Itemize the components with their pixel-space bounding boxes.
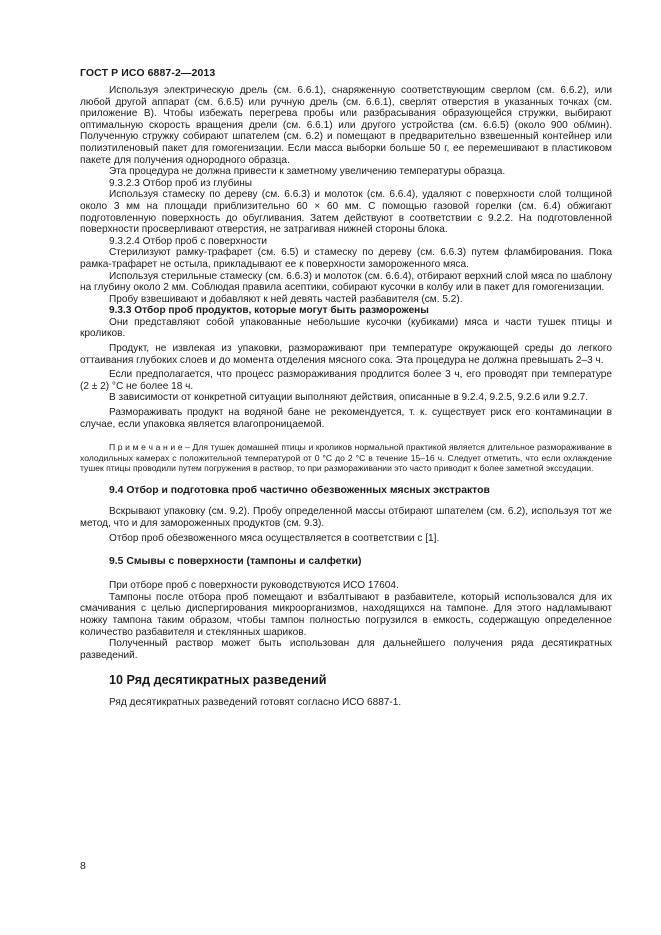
paragraph-dilutions: Ряд десятикратных разведений готовят согласно ИСО 6887-1. bbox=[109, 697, 402, 709]
paragraph-solution: Полученный раствор может быть использован для дальнейшего получения ряда десятикратных разведений. bbox=[80, 638, 612, 661]
paragraph-weigh: Пробу взвешивают и добавляют к ней девять частей разбавителя (см. 5.2). bbox=[109, 293, 463, 305]
note-block bbox=[80, 442, 612, 473]
paragraph-actions: В зависимости от конкретной ситуации выполняют действия, описанные в 9.2.4, 9.2.5, 9.2.6 или 9.2.7. bbox=[109, 392, 589, 404]
paragraph-open-package: Вскрывают упаковку (см. 9.2). Пробу определенной массы отбирают шпателем (см. 6.2), используя тот же метод, что и для замороженных продуктов (см. 9.3). bbox=[80, 506, 612, 530]
paragraph-temperature: Эта процедура не должна привести к заметному увеличению температуры образца. bbox=[109, 166, 506, 178]
paragraph-drill: Используя электрическую дрель (см. 6.6.1), снаряженную соответствующим сверлом (см. 6.6.2), или любой другой аппарат (см. 6.6.5) или ручную дрель (см. 6.6.1), сверлят отверстия в указанных точках (см. приложение В). Чтобы избежать перегрева пробы или разбрасывания образующейся стружки, выбирают оптимальную скорость вращения дрели (см. 6.6.1) или другого устройства (см. 6.6.5) (около 900 об/мин). Полученную стружку собирают шпателем (см. 6.2) и помещают в предварительно взвешенный контейнер или полиэтиленовый пакет для гомогенизации. Если масса выборки больше 50 г, ее перемешивают в пластиковом пакете для получения однородного образца. bbox=[80, 85, 612, 166]
paragraph-depth-sampling: Используя стамеску по дереву (см. 6.6.3) и молоток (см. 6.6.4), удаляют с поверхности слой толщиной около 3 мм на площади приблизительно 60 × 60 мм. С помощью газовой горелки (см. 6.4) обжигают подготовленную поверхность до обугливания. Затем действуют в соответствии с 9.2.2. На подготовленной поверхности просверливают отверстия, не затрагивая нижней стороны блока. bbox=[80, 189, 612, 236]
subsection-9-3-2-3: 9.3.2.3 Отбор проб из глубины bbox=[109, 177, 253, 189]
paragraph-water-bath: Размораживать продукт на водяной бане не рекомендуется, т. к. существует риск его контаминации в случае, если упаковка является влагопроницаемой. bbox=[80, 407, 612, 430]
standard-header: ГОСТ Р ИСО 6887-2—2013 bbox=[80, 67, 216, 79]
paragraph-chisel: Используя стерильные стамеску (см. 6.6.3) и молоток (см. 6.6.4), отбирают верхний слой мяса по шаблону на глубину около 2 мм. Соблюдая правила асептики, собирают кусочки в колбу или в пакет для гомогенизации. bbox=[80, 270, 612, 294]
paragraph-swabs: Тампоны после отбора проб помещают и взбалтывают в разбавителе, который использовался для их смачивания с целью диспергирования микроорганизмов, находящихся на тампоне. Для этого надламывают ножку тампона таким образом, чтобы тампон полностью погрузился в емкость, содержащую определенное количество разбавителя и стеклянных шариков. bbox=[80, 591, 612, 638]
section-9-3-3-heading: 9.3.3 Отбор проб продуктов, которые могут быть разморожены bbox=[109, 305, 429, 317]
paragraph-thaw: Продукт, не извлекая из упаковки, размораживают при температуре окружающей среды до легкого оттаивания глубоких слоев и до момента отделения мясного сока. Эта процедура не должна превышать 2–3 ч. bbox=[80, 343, 612, 366]
paragraph-pieces: Они представляют собой упакованные небольшие кусочки (кубиками) мяса и части тушек птицы и кроликов. bbox=[80, 316, 612, 340]
note-label: П р и м е ч а н и е bbox=[109, 442, 183, 453]
section-9-5-heading: 9.5 Смывы с поверхности (тампоны и салфетки) bbox=[109, 556, 362, 568]
paragraph-thaw-duration: Если предполагается, что процесс размораживания продлится более 3 ч, его проводят при температуре (2 ± 2) °С не более 18 ч. bbox=[80, 369, 612, 392]
page-number: 8 bbox=[80, 860, 86, 872]
paragraph-sterilize: Стерилизуют рамку-трафарет (см. 6.5) и стамеску по дереву (см. 6.6.3) путем фламбирования. Пока рамка-трафарет не остыла, прикладывают ее к поверхности замороженного мяса. bbox=[80, 247, 612, 270]
paragraph-iso-17604: При отборе проб с поверхности руководствуются ИСО 17604. bbox=[109, 580, 399, 592]
section-10-heading: 10 Ряд десятикратных разведений bbox=[109, 673, 327, 688]
section-9-4-heading: 9.4 Отбор и подготовка проб частично обезвоженных мясных экстрактов bbox=[109, 485, 490, 497]
note-text: – Для тушек домашней птицы и кроликов нормальной практикой является длительное размораживание в холодильных камерах с положительной температурой от 0 °С до 2 °С в течение 15–16 ч. Следует отметить, что если охлаждение тушек птицы проводили путем погружения в раствор, то при размораживании это часто приводит к более заметной экссудации. bbox=[80, 442, 613, 474]
subsection-9-3-2-4: 9.3.2.4 Отбор проб с поверхности bbox=[109, 235, 268, 247]
page-content bbox=[80, 85, 612, 709]
paragraph-dehydrated: Отбор проб обезвоженного мяса осуществляется в соответствии с [1]. bbox=[109, 532, 440, 544]
